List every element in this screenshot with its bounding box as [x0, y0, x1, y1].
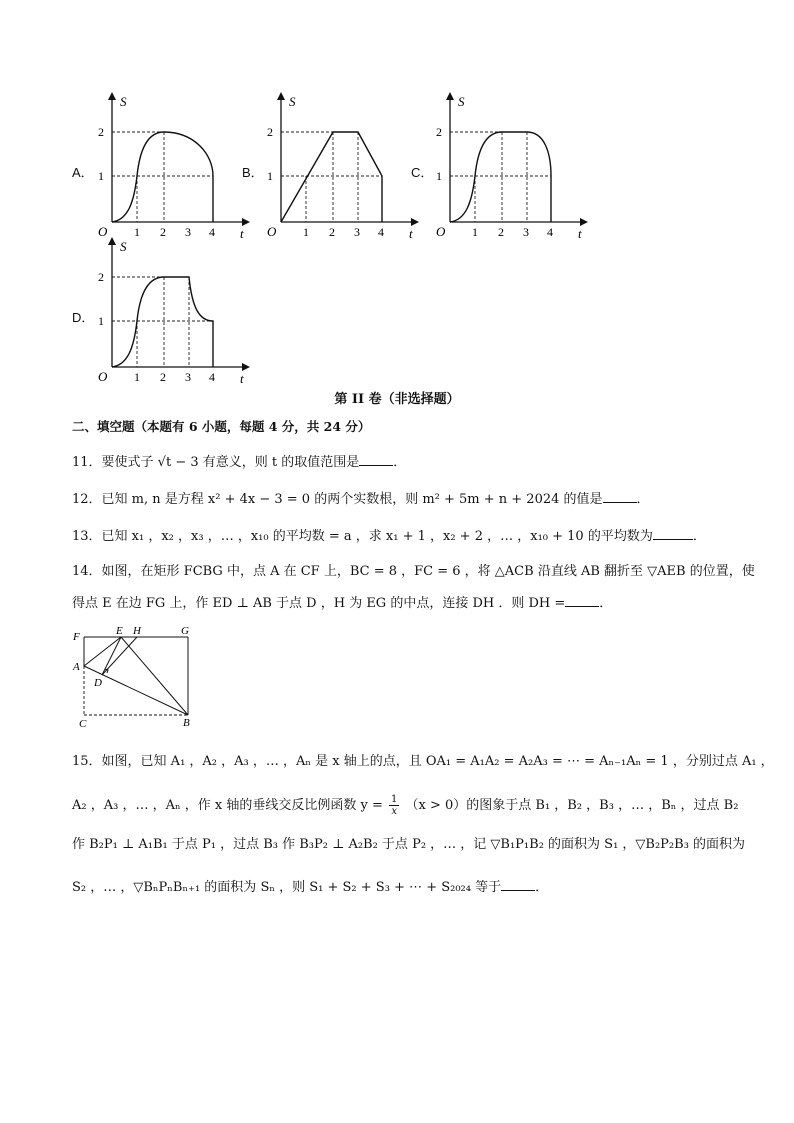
graph-b-curve: [281, 132, 382, 222]
graph-b-ytick-1: 1: [267, 169, 273, 183]
q14-line2-text: 得点 E 在边 FG 上，作 ED ⊥ AB 于点 D ，H 为 EG 的中点，连接 DH ．则 DH =: [72, 596, 566, 611]
graph-c-axes: [446, 92, 588, 226]
question-13: [72, 525, 732, 547]
graph-d-ytick-1: 1: [98, 314, 104, 328]
q15-fraction-denominator: x: [391, 806, 397, 817]
question-15-line-4: [72, 876, 732, 898]
label-b: B: [183, 717, 190, 729]
segment-ed: [102, 637, 121, 675]
option-b-label: B．: [242, 165, 264, 180]
graph-a-grid: [112, 132, 213, 222]
graph-a-xlabel: t: [240, 226, 244, 240]
graph-a: [94, 92, 254, 240]
graph-d-curve: [112, 277, 213, 367]
q13-end: ．: [692, 529, 706, 544]
label-f: F: [73, 631, 80, 643]
question-14-line-2: [72, 592, 732, 614]
graph-d-xtick-4: 4: [209, 370, 215, 384]
graph-c-origin: O: [436, 224, 446, 239]
q15-line4-text: S₂ ，… ，▽BₙPₙBₙ₊₁ 的面积为 Sₙ ，则 S₁ + S₂ + S₃ + ⋯ + S₂₀₂₄ 等于: [72, 880, 502, 895]
q15-answer-blank[interactable]: [501, 876, 535, 891]
graph-c-xtick-2: 2: [498, 225, 504, 239]
q12-answer-blank[interactable]: [603, 488, 637, 503]
section-header: 二、填空题（本题有 6 小题，每题 4 分，共 24 分）: [72, 419, 371, 434]
graph-c-xtick-4: 4: [547, 225, 553, 239]
q11-answer-blank[interactable]: [359, 451, 393, 466]
graph-d-xtick-3: 3: [185, 370, 191, 384]
graph-a-curve: [112, 132, 213, 222]
graph-c-xtick-1: 1: [472, 225, 478, 239]
graph-d-axes: [108, 237, 250, 371]
graph-d-xtick-1: 1: [134, 370, 140, 384]
segment-ab: [84, 666, 188, 715]
graph-a-ytick-1: 1: [98, 169, 104, 183]
graph-c-grid: [450, 132, 551, 222]
graph-a-xtick-2: 2: [160, 225, 166, 239]
graph-c-ytick-2: 2: [436, 125, 442, 139]
graph-c-xtick-3: 3: [523, 225, 529, 239]
label-c: C: [79, 718, 87, 730]
option-c-label: C．: [411, 165, 434, 180]
label-e: E: [116, 625, 123, 637]
graph-a-xtick-4: 4: [209, 225, 215, 239]
label-h: H: [133, 625, 141, 637]
graph-b-xtick-1: 1: [303, 225, 309, 239]
segment-eb: [121, 637, 188, 715]
question-15-line-3: 作 B₂P₁ ⊥ A₁B₁ 于点 P₁ ，过点 B₃ 作 B₃P₂ ⊥ A₂B₂ 于点 P₂ ，… ，记 ▽B₁P₁B₂ 的面积为 S₁ ，▽B₂P₂B₃ 的面积为: [72, 837, 746, 852]
q11-end: ．: [393, 455, 407, 470]
graph-c-xlabel: t: [578, 226, 582, 240]
graph-c: [432, 92, 592, 240]
graph-d-ytick-2: 2: [98, 270, 104, 284]
q13-text: 13．已知 x₁ ，x₂ ，x₃ ，… ，x₁₀ 的平均数 = a ，求 x₁ + 1 ，x₂ + 2 ，… ，x₁₀ + 10 的平均数为: [72, 529, 653, 544]
graph-c-curve: [450, 132, 551, 222]
option-a-label: A．: [72, 165, 94, 180]
q15-fraction-numerator: 1: [390, 794, 398, 805]
graph-a-origin: O: [98, 224, 108, 239]
q12-text: 12．已知 m, n 是方程 x² + 4x − 3 = 0 的两个实数根，则 m² + 5m + n + 2024 的值是: [72, 492, 603, 507]
graph-d-xtick-2: 2: [160, 370, 166, 384]
label-g: G: [181, 625, 189, 637]
graph-c-ylabel: S: [458, 94, 465, 109]
graph-c-ytick-1: 1: [436, 169, 442, 183]
graph-a-ylabel: S: [120, 94, 127, 109]
graph-a-xtick-1: 1: [134, 225, 140, 239]
q14-figure: [70, 622, 200, 730]
graph-d-grid: [112, 277, 213, 367]
graph-b-ylabel: S: [289, 94, 296, 109]
graph-b-xtick-4: 4: [378, 225, 384, 239]
graph-a-axes: [108, 92, 250, 226]
q14-end: ．: [599, 596, 613, 611]
q15-line2b: （x > 0）的图象于点 B₁ ，B₂ ，B₃ ，… ，Bₙ ，过点 B₂: [405, 798, 739, 813]
q11-text: 11．要使式子 √t − 3 有意义，则 t 的取值范围是: [72, 455, 360, 470]
graph-a-xtick-3: 3: [185, 225, 191, 239]
q12-end: ．: [636, 492, 650, 507]
graph-d-xlabel: t: [240, 371, 244, 385]
q15-line2a: A₂ ，A₃ ，… ，Aₙ ，作 x 轴的垂线交反比例函数 y =: [72, 798, 383, 813]
section-title: 第 II 卷（非选择题）: [334, 392, 460, 407]
graph-d-ylabel: S: [120, 239, 127, 254]
question-14-line-1: 14．如图，在矩形 FCBG 中，点 A 在 CF 上，BC = 8 ，FC = 6 ，将 △ACB 沿直线 AB 翻折至 ▽AEB 的位置，使: [72, 564, 755, 579]
question-15-line-2: [72, 794, 739, 817]
segment-ae: [84, 637, 121, 666]
question-11: [72, 451, 732, 473]
q14-answer-blank[interactable]: [565, 592, 599, 607]
graph-a-ytick-2: 2: [98, 125, 104, 139]
graph-b: [263, 92, 423, 240]
option-d-label: D．: [72, 310, 95, 325]
graph-b-xtick-3: 3: [354, 225, 360, 239]
graph-b-ytick-2: 2: [267, 125, 273, 139]
q15-end: ．: [535, 880, 549, 895]
graph-b-axes: [277, 92, 419, 226]
graph-b-xtick-2: 2: [329, 225, 335, 239]
graph-b-grid: [281, 132, 382, 222]
label-d: D: [94, 677, 102, 689]
label-a: A: [73, 661, 80, 673]
graph-d: [94, 237, 254, 385]
q15-fraction: [389, 794, 399, 817]
graph-b-xlabel: t: [409, 226, 413, 240]
graph-b-origin: O: [267, 224, 277, 239]
question-12: [72, 488, 732, 510]
graph-d-origin: O: [98, 369, 108, 384]
question-15-line-1: 15．如图，已知 A₁ ，A₂ ，A₃ ，… ，Aₙ 是 x 轴上的点，且 OA₁ = A₁A₂ = A₂A₃ = ⋯ = Aₙ₋₁Aₙ = 1 ，分别过点 A₁ ，: [72, 754, 774, 769]
q13-answer-blank[interactable]: [653, 525, 693, 540]
